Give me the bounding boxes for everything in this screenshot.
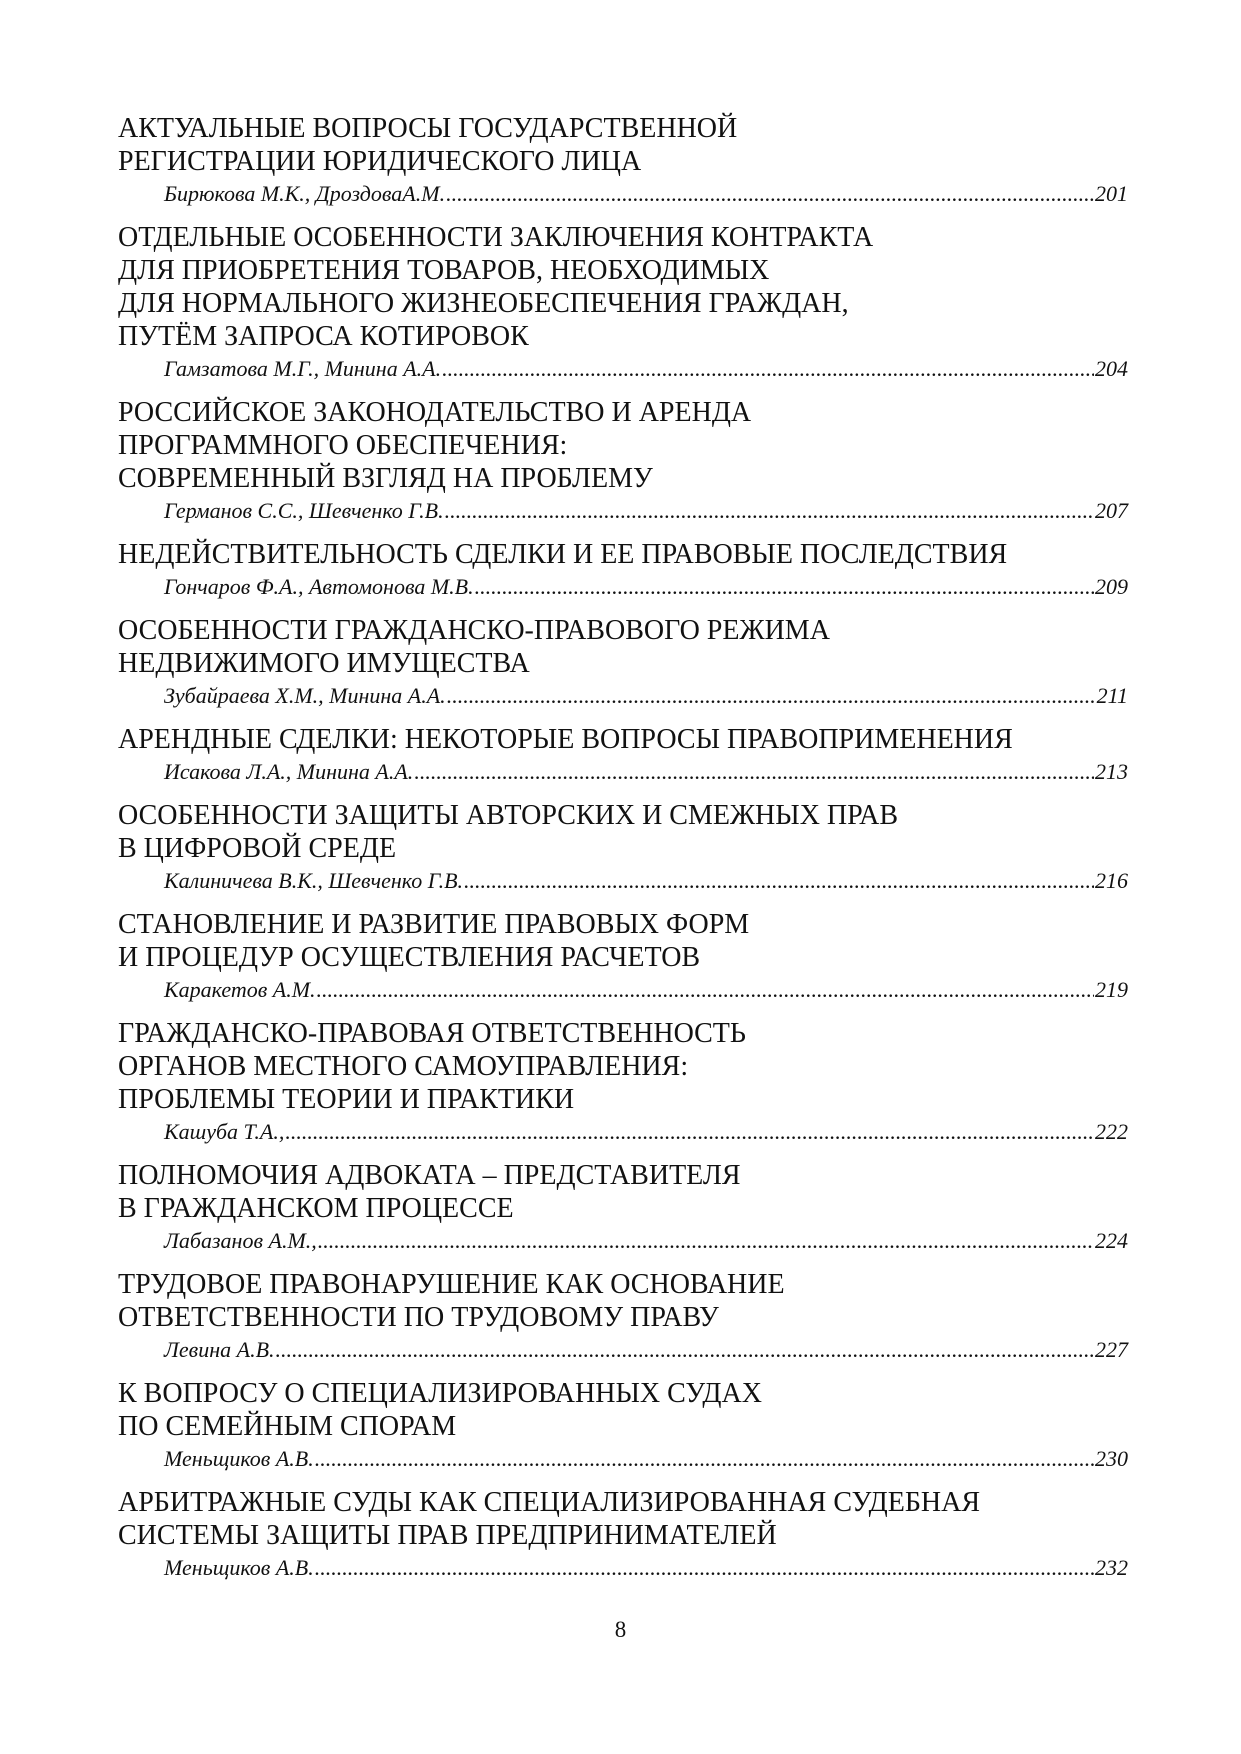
page-number: 8 [614, 1617, 627, 1642]
toc-entry-page: 216 [1095, 868, 1128, 893]
toc-entry-page: 204 [1095, 356, 1128, 381]
toc-title-line: СОВРЕМЕННЫЙ ВЗГЛЯД НА ПРОБЛЕМУ [118, 463, 653, 494]
toc-title-line: АРЕНДНЫЕ СДЕЛКИ: НЕКОТОРЫЕ ВОПРОСЫ ПРАВОПРИМЕНЕНИЯ [118, 724, 1013, 755]
toc-title-line: АРБИТРАЖНЫЕ СУДЫ КАК СПЕЦИАЛИЗИРОВАННАЯ СУДЕБНАЯ [118, 1487, 981, 1518]
toc-entry [118, 221, 1128, 383]
toc-entry [118, 614, 1128, 710]
toc-dot-leader [315, 1444, 1094, 1473]
toc-entry-page: 219 [1095, 977, 1128, 1002]
toc-author-row [164, 681, 1128, 710]
toc-entry-page: 224 [1095, 1228, 1128, 1253]
toc-title-line: ДЛЯ ПРИОБРЕТЕНИЯ ТОВАРОВ, НЕОБХОДИМЫХ [118, 255, 770, 286]
toc-entry-authors: Кашуба Т.А., [164, 1119, 285, 1144]
toc-title-line: ОРГАНОВ МЕСТНОГО САМОУПРАВЛЕНИЯ: [118, 1051, 689, 1082]
toc-author-row [164, 757, 1128, 786]
toc-title-line: СИСТЕМЫ ЗАЩИТЫ ПРАВ ПРЕДПРИНИМАТЕЛЕЙ [118, 1520, 777, 1551]
toc-author-row [164, 1444, 1128, 1473]
toc-title-line: И ПРОЦЕДУР ОСУЩЕСТВЛЕНИЯ РАСЧЕТОВ [118, 942, 701, 973]
toc-dot-leader [447, 681, 1096, 710]
toc-entry-page: 207 [1095, 498, 1128, 523]
toc-entry-authors: Гончаров Ф.А., Автомонова М.В. [164, 574, 474, 599]
toc-entry-title [118, 538, 1128, 571]
toc-entry-title [118, 1268, 1128, 1334]
toc-entry [118, 396, 1128, 525]
toc-entry-authors: Бирюкова М.К., ДроздоваА.М. [164, 181, 446, 206]
toc-entry-title [118, 221, 1128, 353]
toc-entry-title [118, 908, 1128, 974]
toc-author-row [164, 496, 1128, 525]
toc-dot-leader [414, 757, 1094, 786]
toc-title-line: РЕГИСТРАЦИИ ЮРИДИЧЕСКОГО ЛИЦА [118, 146, 642, 177]
toc-author-row [164, 354, 1128, 383]
toc-entry [118, 538, 1128, 601]
toc-dot-leader [276, 1335, 1094, 1364]
toc-author-row [164, 866, 1128, 895]
toc-entry-authors: Исакова Л.А., Минина А.А. [164, 759, 414, 784]
toc-dot-leader [315, 1553, 1094, 1582]
toc-entry-page: 201 [1095, 181, 1128, 206]
toc-dot-leader [445, 496, 1094, 525]
toc-entry-authors: Лабазанов А.М., [164, 1228, 317, 1253]
toc-title-line: ПУТЁМ ЗАПРОСА КОТИРОВОК [118, 321, 529, 352]
toc-title-line: В ГРАЖДАНСКОМ ПРОЦЕССЕ [118, 1193, 514, 1224]
toc-entry-title [118, 112, 1128, 178]
toc-author-row [164, 975, 1128, 1004]
toc-entry-page: 211 [1096, 683, 1128, 708]
toc-entry-authors: Германов С.С., Шевченко Г.В. [164, 498, 444, 523]
toc-entry-page: 230 [1095, 1446, 1128, 1471]
toc-entry-authors: Зубайраева Х.М., Минина А.А. [164, 683, 446, 708]
toc-title-line: ПО СЕМЕЙНЫМ СПОРАМ [118, 1411, 457, 1442]
toc-title-line: ОТДЕЛЬНЫЕ ОСОБЕННОСТИ ЗАКЛЮЧЕНИЯ КОНТРАКТА [118, 222, 874, 253]
toc-dot-leader [318, 1226, 1094, 1255]
toc-title-line: К ВОПРОСУ О СПЕЦИАЛИЗИРОВАННЫХ СУДАХ [118, 1378, 762, 1409]
toc-entry [118, 112, 1128, 208]
toc-author-row [164, 572, 1128, 601]
toc-entry-page: 213 [1095, 759, 1128, 784]
toc-entry-title [118, 1159, 1128, 1225]
toc-entry-authors: Каракетов А.М. [164, 977, 316, 1002]
toc-entry-page: 222 [1095, 1119, 1128, 1144]
toc-entry [118, 1377, 1128, 1473]
toc-title-line: НЕДЕЙСТВИТЕЛЬНОСТЬ СДЕЛКИ И ЕЕ ПРАВОВЫЕ ПОСЛЕДСТВИЯ [118, 539, 1008, 570]
toc-title-line: ПРОГРАММНОГО ОБЕСПЕЧЕНИЯ: [118, 430, 568, 461]
toc-title-line: ГРАЖДАНСКО-ПРАВОВАЯ ОТВЕТСТВЕННОСТЬ [118, 1018, 746, 1049]
toc-title-line: ПРОБЛЕМЫ ТЕОРИИ И ПРАКТИКИ [118, 1084, 575, 1115]
toc-title-line: ПОЛНОМОЧИЯ АДВОКАТА – ПРЕДСТАВИТЕЛЯ [118, 1160, 741, 1191]
toc-entry-authors: Гамзатова М.Г., Минина А.А. [164, 356, 442, 381]
toc-entry-page: 232 [1095, 1555, 1128, 1580]
toc-author-row [164, 1335, 1128, 1364]
toc-entry-authors: Меньщиков А.В. [164, 1555, 314, 1580]
toc-title-line: ОСОБЕННОСТИ ГРАЖДАНСКО-ПРАВОВОГО РЕЖИМА [118, 615, 830, 646]
toc-entry-authors: Меньщиков А.В. [164, 1446, 314, 1471]
toc-entry [118, 1159, 1128, 1255]
toc-dot-leader [317, 975, 1094, 1004]
toc-title-line: ДЛЯ НОРМАЛЬНОГО ЖИЗНЕОБЕСПЕЧЕНИЯ ГРАЖДАН, [118, 288, 849, 319]
table-of-contents [118, 112, 1128, 1595]
toc-author-row [164, 1226, 1128, 1255]
toc-dot-leader [442, 354, 1094, 383]
toc-entry-title [118, 723, 1128, 756]
toc-title-line: ОСОБЕННОСТИ ЗАЩИТЫ АВТОРСКИХ И СМЕЖНЫХ ПРАВ [118, 800, 899, 831]
toc-entry-title [118, 1486, 1128, 1552]
toc-entry [118, 908, 1128, 1004]
toc-entry-authors: Левина А.В. [164, 1337, 275, 1362]
toc-entry-title [118, 799, 1128, 865]
toc-entry [118, 1486, 1128, 1582]
toc-title-line: В ЦИФРОВОЙ СРЕДЕ [118, 833, 397, 864]
toc-author-row [164, 1553, 1128, 1582]
toc-entry-authors: Калиничева В.К., Шевченко Г.В. [164, 868, 464, 893]
toc-entry [118, 1017, 1128, 1146]
toc-title-line: АКТУАЛЬНЫЕ ВОПРОСЫ ГОСУДАРСТВЕННОЙ [118, 113, 738, 144]
toc-title-line: ОТВЕТСТВЕННОСТИ ПО ТРУДОВОМУ ПРАВУ [118, 1302, 719, 1333]
toc-title-line: НЕДВИЖИМОГО ИМУЩЕСТВА [118, 648, 530, 679]
toc-entry-title [118, 1017, 1128, 1116]
toc-entry [118, 723, 1128, 786]
toc-title-line: СТАНОВЛЕНИЕ И РАЗВИТИЕ ПРАВОВЫХ ФОРМ [118, 909, 750, 940]
toc-entry-title [118, 1377, 1128, 1443]
toc-author-row [164, 1117, 1128, 1146]
toc-dot-leader [446, 179, 1094, 208]
toc-entry [118, 1268, 1128, 1364]
toc-dot-leader [464, 866, 1094, 895]
toc-dot-leader [475, 572, 1094, 601]
toc-dot-leader [285, 1117, 1094, 1146]
toc-entry-page: 227 [1095, 1337, 1128, 1362]
toc-entry [118, 799, 1128, 895]
toc-title-line: РОССИЙСКОЕ ЗАКОНОДАТЕЛЬСТВО И АРЕНДА [118, 397, 752, 428]
toc-entry-page: 209 [1095, 574, 1128, 599]
toc-title-line: ТРУДОВОЕ ПРАВОНАРУШЕНИЕ КАК ОСНОВАНИЕ [118, 1269, 785, 1300]
toc-author-row [164, 179, 1128, 208]
toc-entry-title [118, 396, 1128, 495]
toc-entry-title [118, 614, 1128, 680]
